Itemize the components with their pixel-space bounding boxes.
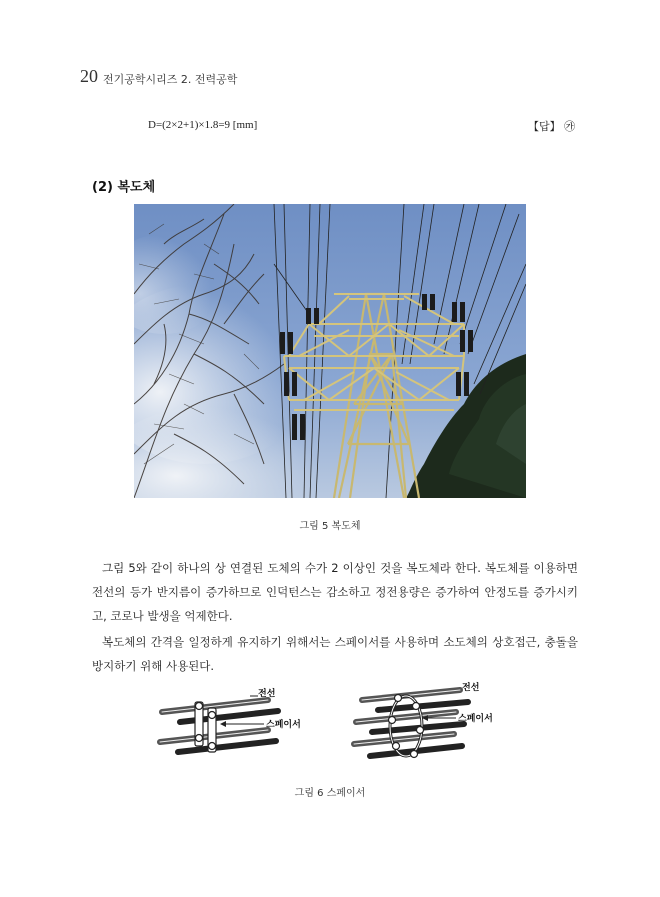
- right-spacer-label: 스페이서: [458, 714, 493, 724]
- transmission-tower-photo: [134, 204, 526, 498]
- ring-spacer-drawing: [354, 690, 468, 758]
- paragraph-2: 복도체의 간격을 일정하게 유지하기 위해서는 스페이서를 사용하며 소도체의 상호접근, 충돌을 방지하기 위해 사용된다.: [92, 635, 578, 673]
- section-title: (2) 복도체: [92, 180, 156, 195]
- answer-label: 【답】 ㉮: [528, 120, 576, 133]
- spacer-diagram: [150, 680, 510, 775]
- paragraph-1: 그림 5와 같이 하나의 상 연결된 도체의 수가 2 이상인 것을 복도체라 한다. 복도체를 이용하면 전선의 등가 반지름이 증가하므로 인덕턴스는 감소하고 정전용량은 증가하여 안정도를 증가시키고, 코로나 발생을 억제한다.: [92, 561, 578, 623]
- formula: D=(2×2+1)×1.8=9 [mm]: [148, 119, 258, 131]
- right-wire-label: 전선: [462, 683, 480, 693]
- left-spacer-label: 스페이서: [266, 720, 301, 730]
- figure5-caption: 그림 5 복도체: [299, 521, 361, 532]
- two-wire-spacer-drawing: [160, 696, 278, 752]
- left-wire-label: 전선: [258, 689, 276, 699]
- series-title: 전기공학시리즈 2. 전력공학: [103, 73, 238, 86]
- figure6-caption: 그림 6 스페이서: [294, 788, 366, 799]
- page-number: 20: [80, 66, 98, 86]
